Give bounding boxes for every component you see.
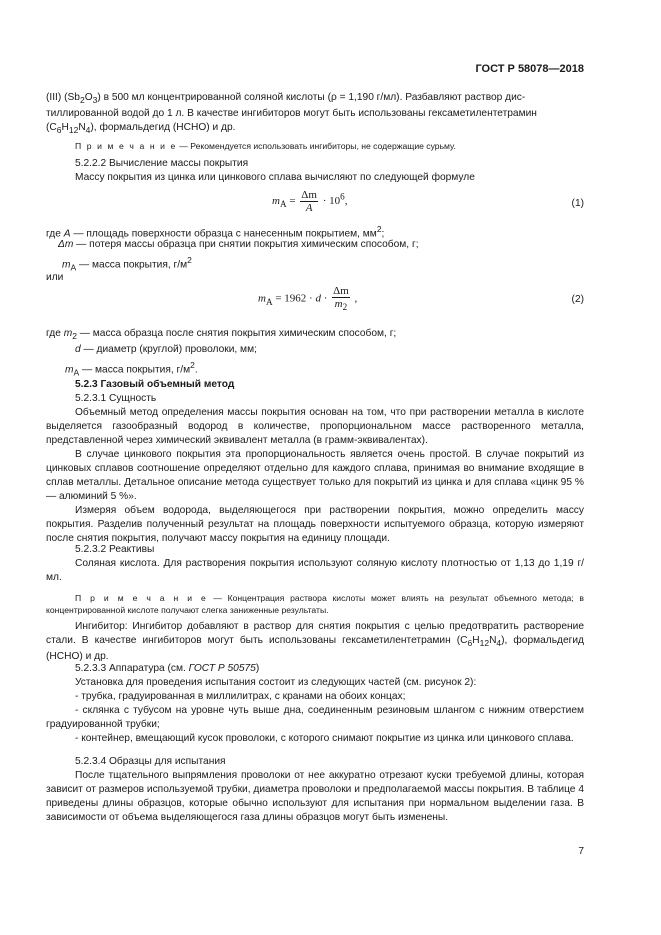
document-header: ГОСТ Р 58078—2018 <box>475 63 584 75</box>
section-5234-body <box>46 769 584 825</box>
list-item: - склянка с тубусом на уровне чуть выше дна, соединенным резиновым шлангом с нижним отверстием градуированной трубки; <box>46 705 584 730</box>
legend-2-diameter: d — диаметр (круглой) проволоки, мм; <box>75 344 257 355</box>
inhibitor-paragraph: Ингибитор: Ингибитор добавляют в раствор для снятия покрытия с целью предотвратить растворение стали. В качестве ингибиторов могут быть использованы гексаметилентетрамин $(C_6H_{12}N_4)$, формальдегид (HCHO) и др. <box>46 621 584 663</box>
intro-paragraph <box>46 91 584 137</box>
section-5234-heading: 5.2.3.4 Образцы для испытания <box>75 756 226 767</box>
legend-1-area: где A — площадь поверхности образца с нанесенным покрытием, $мм^2$; <box>46 224 385 240</box>
list-item: - трубка, градуированная в миллилитрах, с кранами на обоих концах; <box>75 691 406 702</box>
formula-2: $m_A = 1962 \cdot d$ · $\frac{\Delta m}{m_2}$ , (2) <box>258 285 584 313</box>
section-5231-body <box>46 406 584 546</box>
note-2: П р и м е ч а н и е — Концентрация раствора кислоты может влиять на результат объемного метода; в концентрированной кислоте получают слегка заниженные результаты. <box>46 593 584 615</box>
paragraph: В случае цинкового покрытия эта пропорциональность является очень простой. В случае покрытий из цинковых сплавов соотношение определяют отдельно для каждого сплава, принимая во внимание входящие в сплав металлы. Детальное описание метода существует только для покрытий из цинка и для сплава «цинк 95 % — алюминий 5 %». <box>46 449 584 502</box>
page-number: 7 <box>578 846 584 857</box>
legend-1-coating-mass: $m_A$ — масса покрытия, $г/м^2$ <box>62 255 192 273</box>
intro-line-2: тиллированной водой до 1 л. В качестве ингибиторов могут быть использованы гексаметилентетрамин <box>46 108 537 120</box>
list-item: - контейнер, вмещающий кусок проволоки, с которого снимают покрытие из цинка или цинкового сплава. <box>75 733 574 744</box>
section-5232-body <box>46 557 584 585</box>
paragraph: Соляная кислота. Для растворения покрытия используют соляную кислоту плотностью от 1,13 до 1,19 г/мл. <box>46 558 584 583</box>
formula-2-number: (2) <box>571 294 584 305</box>
paragraph: Объемный метод определения массы покрытия основан на том, что при растворении металла в кислоте выделяется газообразный водород в количестве, пропорциональном массе растворенного металла, представленной через химический эквивалент металла (в грамм-эквивалентах). <box>46 407 584 446</box>
note-1: П р и м е ч а н и е — Рекомендуется использовать ингибиторы, не содержащие сурьму. <box>75 141 456 151</box>
paragraph: Установка для проведения испытания состоит из следующих частей (см. рисунок 2): <box>75 677 477 688</box>
section-5222-heading: 5.2.2.2 Вычисление массы покрытия <box>75 158 249 169</box>
paragraph: Измеряя объем водорода, выделяющегося при растворении покрытия, можно определить массу покрытия. Разделив полученный результат на площадь поверхности испытуемого образца, которую измеряют после снятия покрытия, получают массу покрытия на единицу площади. <box>46 505 584 544</box>
section-523-heading: 5.2.3 Газовый объемный метод <box>75 379 235 390</box>
section-5233-body <box>46 676 584 746</box>
section-5222-text: Массу покрытия из цинка или цинкового сплава вычисляют по следующей формуле <box>75 172 475 183</box>
section-5233-heading: 5.2.3.3 Аппаратура (см. ГОСТ Р 50575) <box>75 663 260 674</box>
or-text: или <box>46 272 64 283</box>
paragraph: После тщательного выпрямления проволоки от нее аккуратно отрезают куски требуемой длины, которая зависит от размеров используемой трубки, диаметра проволоки и предполагаемой массы покрытия. В таблице 4 приведены длины образцов, которые обычно используют для испытания при нормальном выделении газа. В зависимости от объема выделяющегося газа длины образцов могут быть изменены. <box>46 770 584 823</box>
legend-2-coating-mass: $m_A$ — масса покрытия, $г/м^2$. <box>65 360 198 378</box>
intro-line-3: $(C_6H_{12}N_4)$, формальдегид (HCHO) и др. <box>46 122 236 136</box>
section-5231-heading: 5.2.3.1 Сущность <box>75 393 157 404</box>
formula-1: $m_A$ = $\frac{\Delta m}{A}$ · $10^6$, (1) <box>272 189 584 214</box>
legend-2-mass-after: где $m_2$ — масса образца после снятия покрытия химическим способом, г; <box>46 328 397 342</box>
formula-1-number: (1) <box>571 198 584 209</box>
section-5232-heading: 5.2.3.2 Реактивы <box>75 544 155 555</box>
intro-line-1: (III) $(Sb_2O_3)$ в 500 мл концентрированной соляной кислоты (ρ = 1,190 г/мл). Разбавляют раствор дис- <box>46 92 526 106</box>
document-page <box>46 0 584 935</box>
legend-1-mass-loss: Δm — потеря массы образца при снятии покрытия химическим способом, г; <box>58 239 419 250</box>
